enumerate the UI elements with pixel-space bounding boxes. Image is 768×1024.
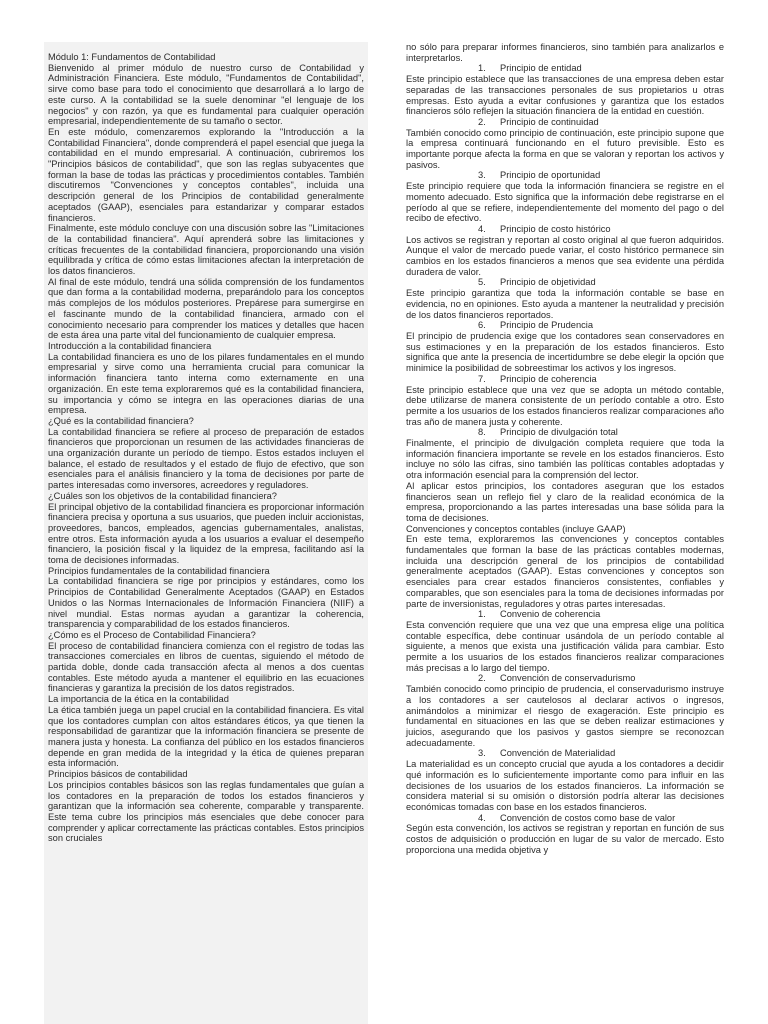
section-heading: Principios básicos de contabilidad — [48, 769, 188, 780]
paragraph: También conocido como principio de continuación, este principio supone que la empresa continuará funcionando en el futuro previsible. Esto es importante porque afecta la forma en que se valoran y reportan los activos y pasivos. — [406, 127, 724, 170]
paragraph: Bienvenido al primer módulo de nuestro curso de Contabilidad y Administración Financiera. Este módulo, "Fundamentos de Contabilidad", sirve como base para todo el conocimiento que desarrollará a lo largo de este curso. A la contabilidad se la suele denominar "el lenguaje de los negocios" y con razón, ya que es fundamental para cualquier operación empresarial, independientemente de su tamaño o sector. — [48, 62, 364, 127]
numbered-heading — [406, 117, 724, 128]
paragraph: Este principio establece que las transacciones de una empresa deben estar separadas de las transacciones personales de sus propietarios u otras empresas. Esto ayuda a evitar confusiones y garantiza que los estados financieros sólo reflejen la situación financiera de la entidad en cuestión. — [406, 74, 724, 117]
numbered-heading — [406, 609, 724, 620]
section-heading: ¿Qué es la contabilidad financiera? — [48, 415, 194, 426]
paragraph: Finalmente, el principio de divulgación completa requiere que toda la información financiera importante se revele en los estados financieros. Esto incluye no sólo las cifras, sino también las políticas contables adoptadas y otra información esencial para la comprensión del lector. — [406, 438, 724, 481]
left-column — [44, 42, 368, 1024]
paragraph: no sólo para preparar informes financieros, sino también para analizarlos e interpretarlos. — [406, 42, 724, 63]
item-number: 2. — [478, 673, 486, 684]
numbered-heading — [406, 813, 724, 824]
item-number: 1. — [478, 609, 486, 620]
item-number: 3. — [478, 748, 486, 759]
paragraph: Esta convención requiere que una vez que una empresa elige una política contable específica, debe continuar usándola de un período contable al siguiente, a menos que exista una justificación válida para cambiar. Esto permite a los usuarios de los estados financieros realizar comparaciones más precisas a lo largo del tiempo. — [406, 619, 724, 673]
paragraph: En este módulo, comenzaremos explorando la "Introducción a la Contabilidad Financiera", donde comprenderá el papel esencial que juega la contabilidad en el mundo empresarial. A continuación, cubriremos los "Principios básicos de contabilidad", que son las reglas subyacentes que forman la base de todas las prácticas y procedimientos contables. También discutiremos "Convenciones y conceptos contables", incluida una descripción general de los Principios de contabilidad generalmente aceptados (GAAP), esenciales para estandarizar y comparar estados financieros. — [48, 126, 364, 223]
item-number: 2. — [478, 116, 486, 127]
paragraph: Este principio establece que una vez que se adopta un método contable, debe utilizarse de manera consistente de un período contable a otro. Esto permite a los usuarios de los estados financieros realizar comparaciones año tras año de manera justa y coherente. — [406, 384, 724, 427]
numbered-heading — [406, 224, 724, 235]
paragraph: Los activos se registran y reportan al costo original al que fueron adquiridos. Aunque el valor de mercado puede variar, el costo histórico permanece sin cambios en los estados financieros a menos que sea evidente una pérdida duradera de valor. — [406, 234, 724, 277]
item-title: Principio de continuidad — [500, 116, 599, 127]
numbered-heading — [406, 170, 724, 181]
section-heading: Convenciones y conceptos contables (incluye GAAP) — [406, 523, 626, 534]
paragraph: El proceso de contabilidad financiera comienza con el registro de todas las transacciones comerciales en libros de cuentas, siguiendo el método de partida doble, donde cada transacción afecta al menos a dos cuentas contables. Este método ayuda a mantener el equilibrio en las ecuaciones financieras y garantiza la precisión de los datos registrados. — [48, 640, 364, 694]
item-title: Principio de Prudencia — [500, 320, 594, 331]
item-number: 7. — [478, 373, 486, 384]
item-title: Principio de divulgación total — [500, 427, 618, 438]
paragraph: Al final de este módulo, tendrá una sólida comprensión de los fundamentos que dan forma a la contabilidad moderna, preparándolo para los conceptos más complejos de los módulos posteriores. Prepárese para sumergirse en el fascinante mundo de la contabilidad financiera, armado con el conocimiento necesario para comprender los matices y detalles que hacen de esta área una parte vital del funcionamiento de cualquier empresa. — [48, 276, 364, 341]
numbered-heading — [406, 427, 724, 438]
paragraph: La ética también juega un papel crucial en la contabilidad financiera. Es vital que los contadores cumplan con altos estándares éticos, ya que tienen la responsabilidad de garantizar que la información financiera se presente de manera justa y honesta. La confianza del público en los estados financieros depende en gran medida de la integridad y la ética de quienes preparan esta información. — [48, 704, 364, 769]
item-title: Principio de objetividad — [500, 277, 596, 288]
item-number: 5. — [478, 277, 486, 288]
paragraph: Este principio garantiza que toda la información contable se base en evidencia, no en opiniones. Esto ayuda a mantener la neutralidad y precisión de los datos financieros reportados. — [406, 288, 724, 320]
item-title: Principio de coherencia — [500, 373, 597, 384]
item-number: 1. — [478, 63, 486, 74]
numbered-heading — [406, 320, 724, 331]
item-title: Principio de costo histórico — [500, 223, 611, 234]
item-title: Convención de conservadurismo — [500, 673, 636, 684]
numbered-heading — [406, 748, 724, 759]
numbered-heading — [406, 63, 724, 74]
paragraph: La contabilidad financiera se refiere al proceso de preparación de estados financieros que proporcionan un resumen de las actividades financieras de una organización durante un período de tiempo. Estos estados incluyen el balance, el estado de resultados y el estado de flujo de efectivo, que son esenciales para el análisis financiero y la toma de decisiones por parte de partes interesadas como inversores, acreedores y reguladores. — [48, 426, 364, 491]
section-heading: Introducción a la contabilidad financiera — [48, 340, 212, 351]
paragraph: Finalmente, este módulo concluye con una discusión sobre las "Limitaciones de la contabilidad financiera". Aquí aprenderá sobre las limitaciones y críticas frecuentes de la contabilidad financiera, proporcionando una visión equilibrada y crítica de cómo estas limitaciones afectan la interpretación de los datos financieros. — [48, 223, 364, 277]
section-heading: ¿Cuáles son los objetivos de la contabilidad financiera? — [48, 490, 277, 501]
section-heading: La importancia de la ética en la contabilidad — [48, 694, 229, 705]
item-number: 3. — [478, 170, 486, 181]
section-heading: ¿Cómo es el Proceso de Contabilidad Financiera? — [48, 629, 256, 640]
paragraph: Al aplicar estos principios, los contadores aseguran que los estados financieros sean un reflejo fiel y claro de la realidad económica de la empresa, proporcionando a las partes interesadas una base sólida para la toma de decisiones. — [406, 480, 724, 523]
paragraph: En este tema, exploraremos las convenciones y conceptos contables fundamentales que forman la base de las prácticas contables modernas, incluida una descripción general de los principios de contabilidad generalmente aceptados (GAAP). Estas convenciones y conceptos son esenciales para crear estados financieros consistentes, confiables y comparables, que son esenciales para la toma de decisiones informadas por parte de inversionistas, reguladores y otras partes interesadas. — [406, 534, 724, 609]
numbered-heading — [406, 374, 724, 385]
paragraph: La contabilidad financiera es uno de los pilares fundamentales en el mundo empresarial y sirve como una herramienta crucial para comunicar la información financiera tanto interna como externamente en una organización. En este tema exploraremos qué es la contabilidad financiera, su importancia y cómo se integra en las operaciones diarias de una empresa. — [48, 351, 364, 416]
item-title: Convenio de coherencia — [500, 609, 601, 620]
item-title: Convención de Materialidad — [500, 748, 616, 759]
section-heading: Principios fundamentales de la contabilidad financiera — [48, 565, 270, 576]
item-number: 4. — [478, 812, 486, 823]
paragraph: Los principios contables básicos son las reglas fundamentales que guían a los contadores en la preparación de todos los estados financieros y garantizan que la información sea coherente, comparable y transparente. Este tema cubre los principios más esenciales que debe conocer para comprender y aplicar correctamente las prácticas contables. Estos principios son cruciales — [48, 779, 364, 844]
item-title: Principio de oportunidad — [500, 170, 601, 181]
numbered-heading — [406, 673, 724, 684]
numbered-heading — [406, 277, 724, 288]
paragraph: También conocido como principio de prudencia, el conservadurismo instruye a los contadores a ser cautelosos al declarar activos o ingresos, animándolos a minimizar el riesgo de exageración. Este principio es fundamental en situaciones en las que se deben realizar estimaciones y juicios, asegurando que los pasivos y gastos siempre se reconozcan adecuadamente. — [406, 684, 724, 748]
paragraph: La contabilidad financiera se rige por principios y estándares, como los Principios de Contabilidad Generalmente Aceptados (GAAP) en Estados Unidos o las Normas Internacionales de Información Financiera (NIIF) a nivel mundial. Estas normas ayudan a garantizar la coherencia, transparencia y comparabilidad de los estados financieros. — [48, 576, 364, 630]
right-column — [404, 42, 726, 1024]
item-title: Convención de costos como base de valor — [500, 812, 676, 823]
section-heading: Módulo 1: Fundamentos de Contabilidad — [48, 52, 216, 62]
paragraph: La materialidad es un concepto crucial que ayuda a los contadores a decidir qué información es lo suficientemente importante como para influir en las decisiones de los usuarios de los estados financieros. La información se considera material si su omisión o distorsión podría alterar las decisiones económicas tomadas con base en los estados financieros. — [406, 759, 724, 812]
paragraph: El principio de prudencia exige que los contadores sean conservadores en sus estimaciones y en la preparación de los estados financieros. Esto significa que ante la presencia de incertidumbre se debe elegir la opción que minimice la posibilidad de sobreestimar los activos y los ingresos. — [406, 330, 724, 374]
item-number: 8. — [478, 427, 486, 438]
item-title: Principio de entidad — [500, 63, 582, 74]
paragraph: Este principio requiere que toda la información financiera se registre en el momento adecuado. Esto significa que la información debe registrarse en el período al que se refiere, independientemente del momento del pago o del recibo de efectivo. — [406, 181, 724, 224]
item-number: 4. — [478, 223, 486, 234]
paragraph: El principal objetivo de la contabilidad financiera es proporcionar información financiera precisa y oportuna a sus usuarios, que pueden incluir accionistas, proveedores, bancos, empleados, agencias gubernamentales, analistas, entre otros. Esta información ayuda a los usuarios a evaluar el desempeño financiero, la posición fiscal y la liquidez de la empresa, facilitando así la toma de decisiones informadas. — [48, 501, 364, 566]
paragraph: Según esta convención, los activos se registran y reportan en función de sus costos de adquisición o producción en lugar de su valor de mercado. Esto proporciona una medida objetiva y — [406, 823, 724, 855]
item-number: 6. — [478, 320, 486, 331]
